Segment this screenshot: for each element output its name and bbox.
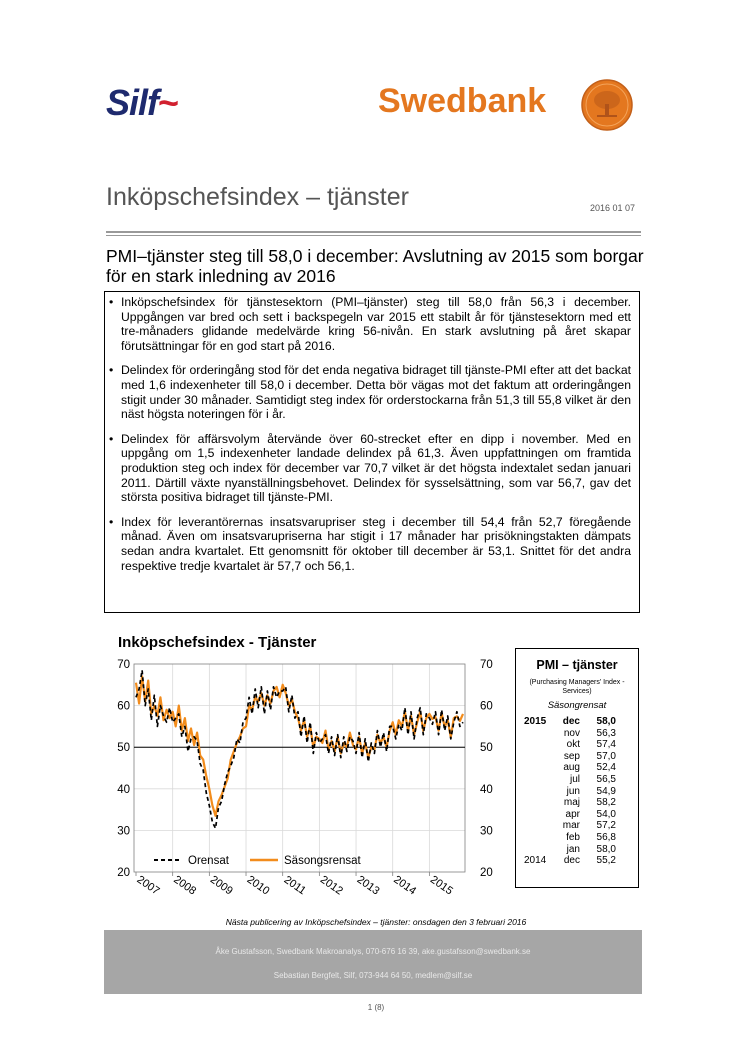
x-tick-label: 2011 (281, 873, 308, 898)
x-tick-label: 2009 (207, 873, 235, 898)
headline: PMI–tjänster steg till 58,0 i december: Avslutning av 2015 som borgar för en stark inledning av 2016 (106, 246, 644, 286)
silf-logo (106, 82, 178, 124)
pmi-table-row (516, 716, 638, 728)
silf-logo-text: Silf (106, 82, 159, 123)
pmi-row-month: feb (566, 832, 580, 843)
y-tick-label-left: 50 (117, 742, 130, 755)
bullet-item: • Delindex för affärsvolym återvände över 60-strecket efter en dipp i november. Med en uppgång om 1,5 indexenheter landade delindex på 61,3. Även uppfattningen om framtida produktion steg och index för december var 70,7 vilket är det högsta indextalet sedan januari 2011. Därtill växte nyanställningsbehovet. Delindex för sysselsättning, som var 56,7, gav det största positiva bidraget till tjänste-PMI. (121, 432, 631, 505)
pmi-row-month: maj (563, 797, 580, 809)
y-tick-label-right: 40 (480, 783, 493, 796)
silf-wave-icon: ~ (158, 82, 179, 123)
bullet-item: • Delindex för orderingång stod för det enda negativa bidraget till tjänste-PMI efter att det backat med 1,6 indexenheter till 58,0 i december. Detta bör vägas mot det faktum att orderingången stigit under 30 månader. Samtidigt steg index för orderstockarna från 51,3 till 55,8 vilket är den näst högsta noteringen för i år. (121, 363, 631, 421)
pmi-table-row (516, 809, 638, 821)
document-title: Inköpschefsindex – tjänster (106, 183, 409, 211)
pmi-table-row (516, 762, 638, 774)
y-tick-label-left: 40 (117, 783, 130, 796)
pmi-row-value: 58,0 (596, 716, 616, 727)
y-tick-label-left: 70 (117, 659, 130, 671)
swedbank-logo-text: Swedbank (378, 82, 547, 120)
pmi-table-row (516, 786, 638, 798)
pmi-table-subtitle: (Purchasing Managers' Index - Services) (529, 679, 625, 695)
page-number: 1 (8) (367, 1003, 385, 1012)
contact-line-swedbank: Åke Gustafsson, Swedbank Makroanalys, 070-676 16 39, ake.gustafsson@swedbank.se (215, 947, 531, 956)
pmi-row-month: okt (566, 739, 580, 751)
pmi-table-row (516, 728, 638, 740)
next-publication-note: Nästa publicering av Inköpschefsindex – tjänster: onsdagen den 3 februari 2016 (225, 917, 527, 927)
pmi-row-value: 57,2 (596, 820, 616, 832)
pmi-row-month: sep (563, 750, 580, 762)
plot-frame (134, 664, 465, 872)
bullet-item: • Index för leverantörernas insatsvarupriser steg i december till 54,4 från 52,7 föregående månad. Även om insatsvarupriserna har stigit i 17 månader har prisökningstakten dämpats sedan andra kvartalet. Ett genomsnitt för oktober till december är 53,1. Snittet för det andra respektive tredje kvartalet är 57,7 och 56,1. (121, 515, 631, 573)
pmi-row-year: 2014 (524, 855, 547, 867)
pmi-row-value: 58,2 (596, 797, 616, 809)
pmi-row-month: apr (565, 808, 580, 820)
pmi-row-month: nov (563, 727, 580, 739)
pmi-table-row (516, 855, 638, 867)
contact-line-silf: Sebastian Bergfelt, Silf, 073-944 64 50, medlem@silf.se (273, 971, 473, 980)
bullet-item: • Inköpschefsindex för tjänstesektorn (PMI–tjänster) steg till 58,0 från 56,3 i december. Uppgången var bred och sett i backspegeln var 2015 ett stabilt år för tjänstesektorn med ett tre-månaders glidande medelvärde kring 56-nivån. En stark avslutning på året skapar förutsättningar för en god start på 2016. (121, 295, 631, 353)
y-tick-label-left: 20 (117, 867, 130, 879)
chart-grid (134, 664, 465, 872)
pmi-row-value: 56,5 (596, 774, 616, 785)
x-tick-label: 2007 (134, 873, 162, 898)
pmi-table-adjusted-label: Säsongrensat (547, 700, 607, 711)
y-tick-label-right: 30 (480, 825, 493, 838)
header-rule (106, 231, 641, 233)
y-tick-label-right: 60 (480, 700, 493, 713)
pmi-table-row (516, 751, 638, 763)
x-tick-label: 2010 (244, 873, 272, 898)
pmi-row-value: 52,4 (596, 762, 616, 774)
chart-title: Inköpschefsindex - Tjänster (118, 634, 317, 651)
pmi-row-value: 54,0 (596, 808, 616, 820)
pmi-row-month: jun (566, 785, 580, 797)
pmi-table-title: PMI – tjänster (536, 658, 618, 672)
series-line-sasongsrensat (136, 677, 463, 816)
x-tick-label: 2008 (171, 873, 199, 898)
pmi-row-value: 55,2 (596, 855, 616, 867)
x-tick-label: 2014 (391, 873, 419, 898)
pmi-row-value: 56,8 (596, 832, 616, 843)
pmi-row-value: 58,0 (596, 843, 616, 855)
pmi-table-row (516, 774, 638, 786)
pmi-table-row (516, 844, 638, 856)
x-tick-label: 2013 (354, 873, 382, 898)
pmi-row-month: dec (562, 716, 580, 727)
summary-box (104, 291, 640, 613)
pmi-row-value: 57,0 (596, 750, 616, 762)
y-tick-label-right: 70 (480, 659, 493, 671)
pmi-row-month: mar (562, 820, 580, 832)
x-tick-label: 2015 (427, 873, 455, 898)
pmi-row-month: jan (566, 843, 580, 855)
swedbank-oak-icon (580, 78, 634, 132)
y-tick-label-left: 60 (117, 700, 130, 713)
y-tick-label-left: 30 (117, 825, 130, 838)
chart-series (136, 670, 463, 828)
pmi-row-year: 2015 (524, 716, 547, 727)
legend-label-sasongsrensat: Säsongsrensat (284, 855, 361, 867)
chart-legend (154, 855, 362, 867)
pmi-row-month: dec (563, 855, 580, 867)
pmi-table-row (516, 820, 638, 832)
series-line-orensat (136, 670, 463, 828)
pmi-row-value: 54,9 (596, 785, 616, 797)
pmi-row-month: jul (569, 774, 580, 785)
pmi-table-row (516, 832, 638, 844)
pmi-line-chart (104, 650, 504, 908)
pmi-row-value: 57,4 (596, 739, 616, 751)
x-tick-label: 2012 (317, 873, 345, 898)
pmi-table-box (515, 648, 639, 888)
y-tick-label-right: 20 (480, 867, 493, 879)
pmi-table-row (516, 739, 638, 751)
pmi-row-value: 56,3 (596, 727, 616, 739)
document-date: 2016 01 07 (590, 203, 636, 213)
pmi-table-row (516, 797, 638, 809)
header-rule-thin (106, 235, 641, 236)
y-tick-label-right: 50 (480, 742, 493, 755)
contact-footer (104, 930, 642, 994)
pmi-row-month: aug (563, 762, 580, 774)
legend-label-orensat: Orensat (188, 855, 229, 867)
